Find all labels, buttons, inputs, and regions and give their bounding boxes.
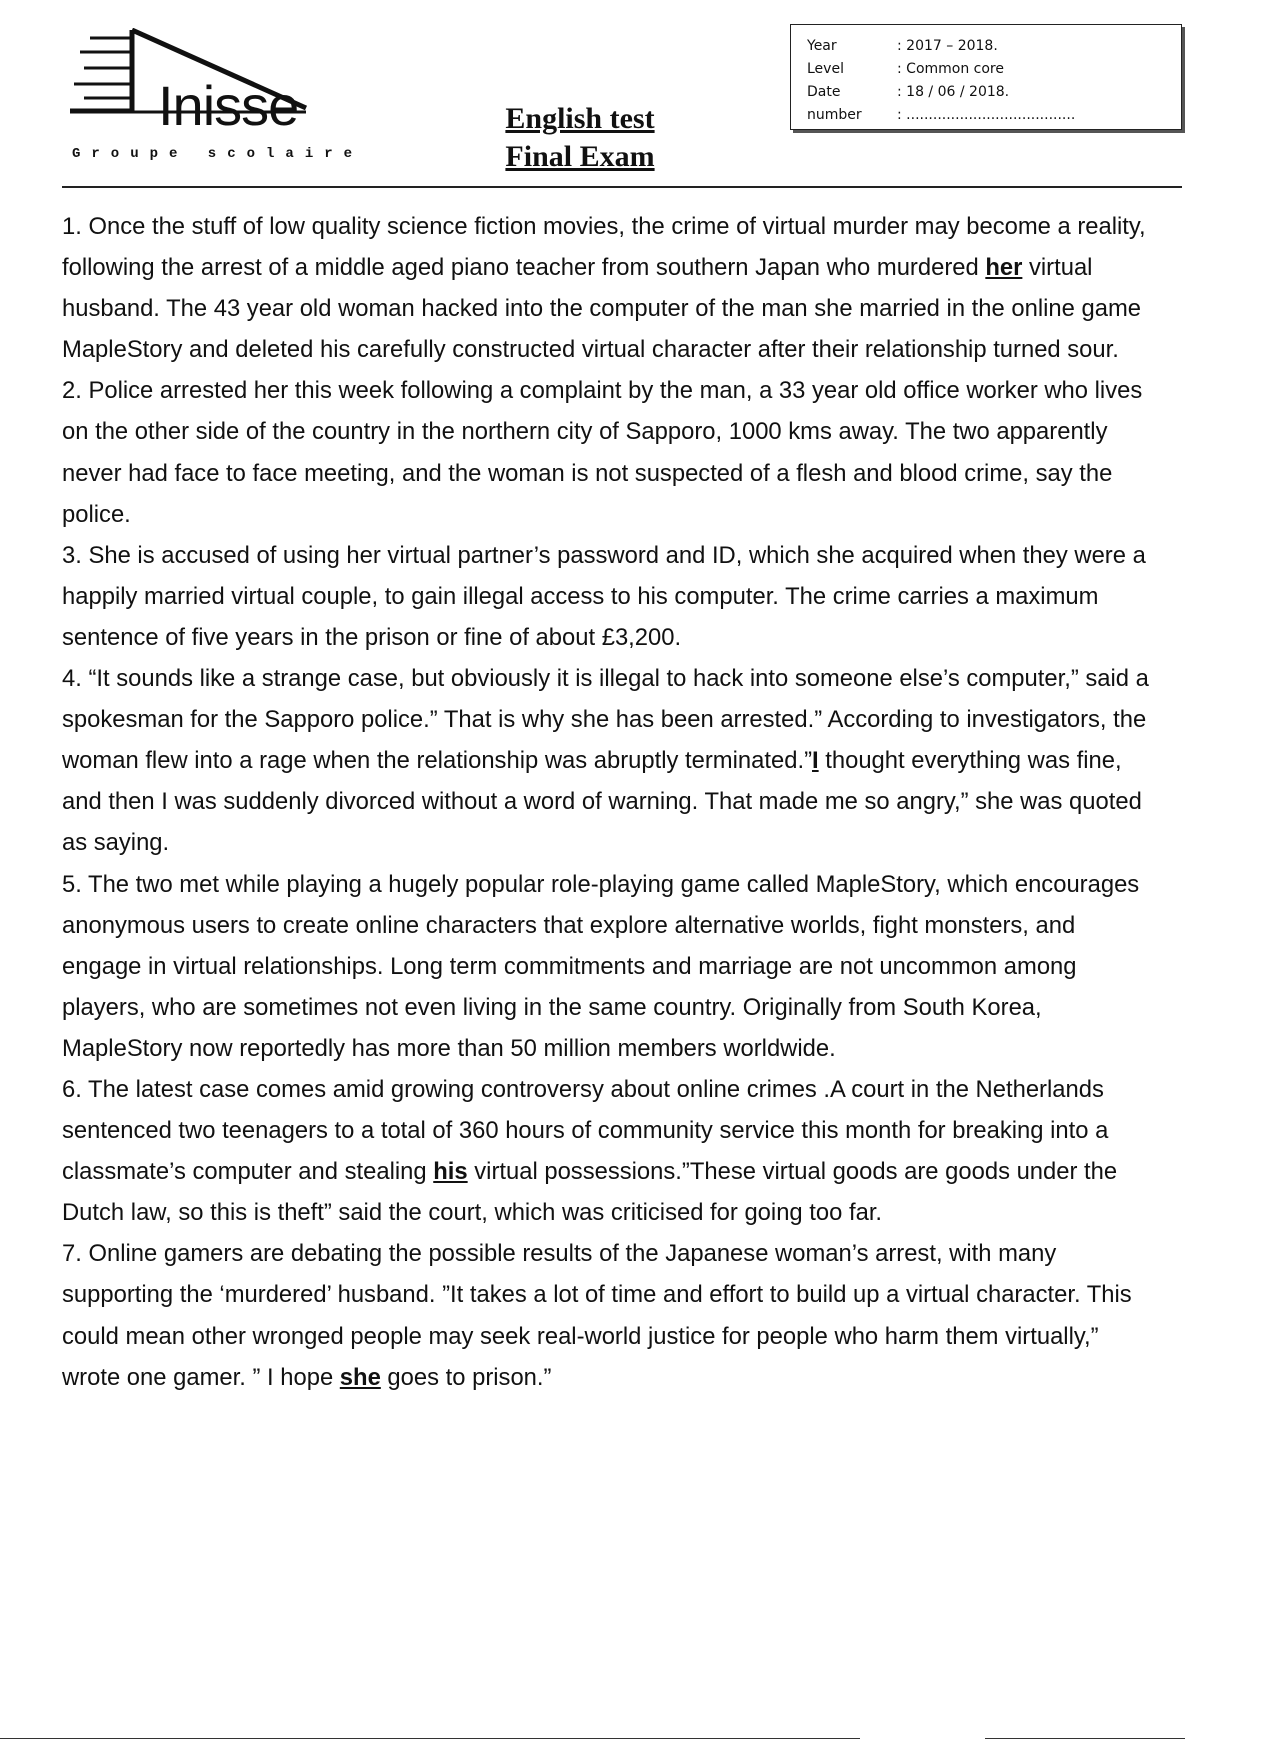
info-value: : ...................................... <box>897 107 1076 123</box>
info-row-date <box>791 81 1181 103</box>
paragraph-5 <box>62 864 1152 1069</box>
exam-title <box>470 100 690 176</box>
paragraph-6 <box>62 1069 1152 1233</box>
paragraph-number: 2. <box>62 377 82 405</box>
paragraph-number: 4. <box>62 665 82 693</box>
paragraph-3 <box>62 535 1152 658</box>
header-divider <box>62 186 1182 188</box>
info-label: Date <box>807 84 841 100</box>
paragraph-text: Once the stuff of low quality science fiction movies, the crime of virtual murder may become a reality, following the arrest of a middle aged piano teacher from southern Japan who murdered <box>62 213 1146 282</box>
paragraph-text: thought everything was fine, and then I was suddenly divorced without a word of warning. That made me so angry,” she was quoted as saying. <box>62 747 1142 857</box>
footer-rule <box>0 1738 860 1739</box>
underlined-word: I <box>812 747 819 775</box>
logo-subtitle: Groupe scolaire <box>72 146 364 162</box>
paragraph-number: 1. <box>62 213 82 240</box>
info-row-number <box>791 104 1181 126</box>
paragraph-text: Online gamers are debating the possible results of the Japanese woman’s arrest, with many supporting the ‘murdered’ husband. ”It takes a lot of time and effort to build up a virtual character. This could mean other wronged people may seek real-world justice for people who harm them virtually,” wrote one gamer. ” I hope <box>62 1240 1132 1391</box>
paragraph-text: virtual possessions.”These virtual goods are goods under the Dutch law, so this is theft” said the court, which was criticised for going too far. <box>62 1158 1118 1227</box>
reading-text <box>62 206 1152 1398</box>
exam-info-box <box>790 24 1182 130</box>
footer-rule <box>985 1738 1185 1739</box>
title-line-2: Final Exam <box>505 140 655 173</box>
paragraph-7 <box>62 1233 1152 1397</box>
title-line-1: English test <box>505 102 655 135</box>
info-label: Level <box>807 61 844 77</box>
paragraph-4 <box>62 658 1152 863</box>
underlined-word: she <box>339 1363 381 1391</box>
paragraph-number: 3. <box>62 541 82 569</box>
paragraph-text: “It sounds like a strange case, but obviously it is illegal to hack into someone else’s computer,” said a spokesman for the Sapporo police.” That is why she has been arrested.” According to investigators, the woman flew into a rage when the relationship was abruptly terminated.” <box>62 665 1149 775</box>
paragraph-text: The latest case comes amid growing controversy about online crimes .A court in the Netherlands sentenced two teenagers to a total of 360 hours of community service this month for breaking into a classmate’s computer and stealing <box>62 1075 1109 1186</box>
info-label: number <box>807 107 862 123</box>
paragraph-1 <box>62 206 1152 370</box>
paragraph-text: goes to prison.” <box>380 1363 552 1391</box>
paragraph-number: 6. <box>62 1075 82 1103</box>
underlined-word: his <box>433 1158 468 1186</box>
info-value: : 18 / 06 / 2018. <box>897 84 1010 100</box>
paragraph-2 <box>62 370 1152 534</box>
info-label: Year <box>807 38 837 54</box>
info-value: : 2017 – 2018. <box>897 38 998 54</box>
info-value: : Common core <box>897 61 1004 77</box>
paragraph-number: 5. <box>62 870 82 898</box>
logo-name: Inisse <box>158 74 299 137</box>
paragraph-text: She is accused of using her virtual partner’s password and ID, which she acquired when they were a happily married virtual couple, to gain illegal access to his computer. The crime carries a maximum sentence of five years in the prison or fine of about £3,200. <box>62 541 1146 651</box>
paragraph-number: 7. <box>62 1240 82 1268</box>
school-logo <box>70 28 364 162</box>
paragraph-text: The two met while playing a hugely popular role-playing game called MapleStory, which encourages anonymous users to create online characters that explore alternative worlds, fight monsters, and engage in virtual relationships. Long term commitments and marriage are not uncommon among players, who are sometimes not even living in the same country. Originally from South Korea, MapleStory now reportedly has more than 50 million members worldwide. <box>62 870 1140 1062</box>
underlined-word: her <box>985 254 1023 282</box>
paragraph-text: virtual husband. The 43 year old woman hacked into the computer of the man she married in the online game MapleStory and deleted his carefully constructed virtual character after their relationship turned sour. <box>62 254 1142 364</box>
info-row-level <box>791 58 1181 80</box>
info-row-year <box>791 35 1181 57</box>
paragraph-text: Police arrested her this week following a complaint by the man, a 33 year old office worker who lives on the other side of the country in the northern city of Sapporo, 1000 kms away. The two apparently never had face to face meeting, and the woman is not suspected of a flesh and blood crime, say the police. <box>62 377 1143 528</box>
